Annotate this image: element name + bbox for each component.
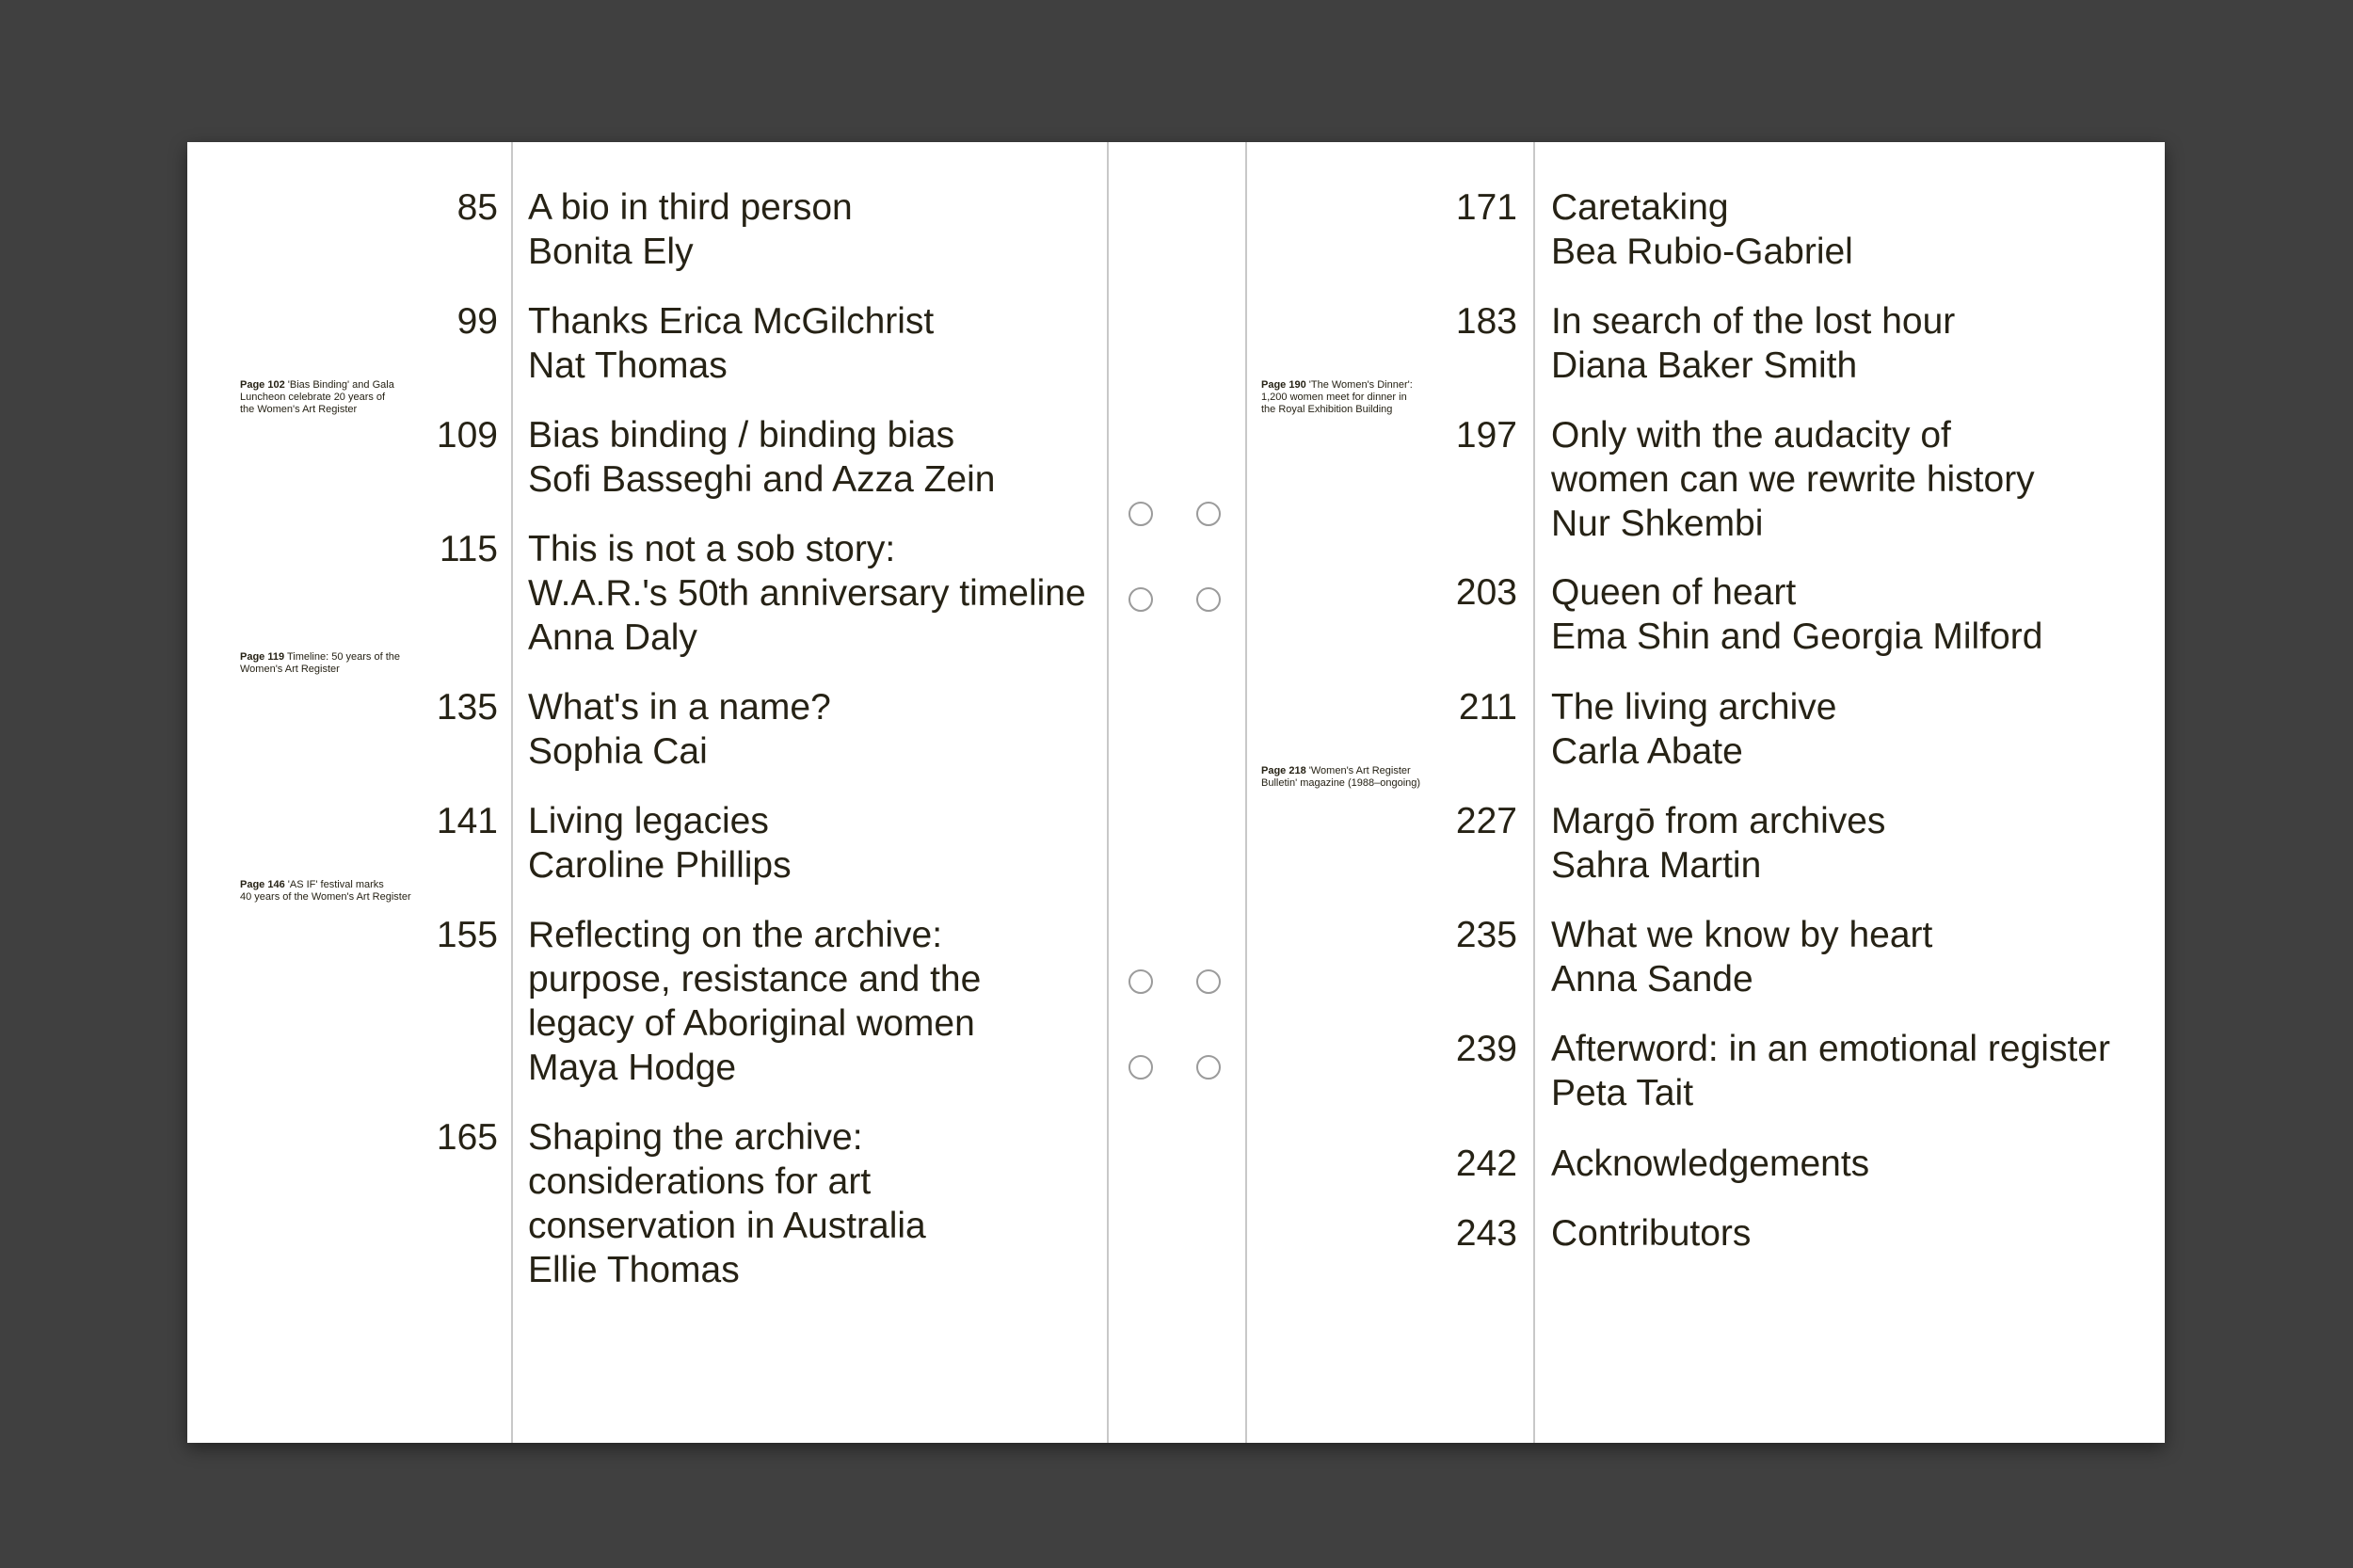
binding-hole: [1196, 502, 1221, 526]
page-number: 165: [436, 1117, 498, 1158]
page-number: 171: [1455, 187, 1517, 228]
entry-author: Anna Sande: [1551, 959, 1753, 1000]
entry-author: Sophia Cai: [528, 731, 708, 772]
note-page-ref: Page 218: [1261, 765, 1306, 776]
entry-author: Carla Abate: [1551, 731, 1743, 772]
entry-title: conservation in Australia: [528, 1206, 926, 1246]
entry-title: Acknowledgements: [1551, 1144, 1870, 1184]
entry-title: Thanks Erica McGilchrist: [528, 301, 935, 342]
page-number: 183: [1455, 301, 1517, 342]
note-text: 'AS IF' festival marks: [287, 879, 384, 890]
binding-hole: [1196, 969, 1221, 994]
entry-title: Queen of heart: [1551, 572, 1797, 613]
page-number: 243: [1455, 1213, 1517, 1254]
entry-author: Maya Hodge: [528, 1048, 737, 1088]
image-caption-note: [240, 379, 447, 416]
note-text: Timeline: 50 years of the: [286, 651, 400, 663]
note-text: the Royal Exhibition Building: [1261, 404, 1393, 415]
entry-title: In search of the lost hour: [1551, 301, 1956, 342]
image-caption-note: [1261, 379, 1468, 416]
note-text: 1,200 women meet for dinner in: [1261, 392, 1407, 403]
page-number: 242: [1455, 1144, 1517, 1184]
entry-title: considerations for art: [528, 1161, 872, 1202]
page-number: 239: [1455, 1029, 1517, 1069]
entry-text: [1551, 913, 1932, 1001]
image-caption-note: [240, 651, 447, 676]
entry-author: Diana Baker Smith: [1551, 345, 1858, 386]
entry-title: Margō from archives: [1551, 801, 1886, 841]
image-caption-note: [240, 879, 485, 904]
entry-title: What's in a name?: [528, 687, 831, 728]
entry-author: Ema Shin and Georgia Milford: [1551, 616, 2043, 657]
entry-text: [1551, 185, 1853, 274]
note-text: Women's Art Register: [240, 664, 340, 675]
binding-hole: [1128, 502, 1153, 526]
page-number: 227: [1455, 801, 1517, 841]
note-text: 'The Women's Dinner':: [1308, 379, 1413, 391]
page-number: 141: [436, 801, 498, 841]
entry-title: W.A.R.'s 50th anniversary timeline: [528, 573, 1086, 614]
note-text: Bulletin' magazine (1988–ongoing): [1261, 777, 1421, 789]
note-text: Luncheon celebrate 20 years of: [240, 392, 386, 403]
image-caption-note: [1261, 765, 1468, 790]
note-page-ref: Page 146: [240, 879, 285, 890]
page-number: 99: [456, 301, 498, 342]
entry-text: [1551, 413, 2035, 546]
page-number: 211: [1458, 687, 1517, 728]
note-text: the Women's Art Register: [240, 404, 358, 415]
binding-hole: [1128, 969, 1153, 994]
note-page-ref: Page 102: [240, 379, 285, 391]
entry-author: Anna Daly: [528, 617, 697, 658]
entry-title: Living legacies: [528, 801, 769, 841]
entry-text: [1551, 1027, 2110, 1115]
entry-title: Reflecting on the archive:: [528, 915, 943, 955]
page-number: 85: [456, 187, 498, 228]
page-number: 197: [1455, 415, 1517, 456]
entry-title: purpose, resistance and the: [528, 959, 982, 1000]
note-text: 40 years of the Women's Art Register: [240, 891, 411, 903]
book-spread: [187, 142, 2165, 1443]
entry-title: A bio in third person: [528, 187, 853, 228]
entry-title: Shaping the archive:: [528, 1117, 863, 1158]
entry-author: Ellie Thomas: [528, 1250, 740, 1290]
entry-title: This is not a sob story:: [528, 529, 896, 569]
entry-author: Sofi Basseghi and Azza Zein: [528, 459, 996, 500]
entry-text: [1551, 799, 1885, 888]
entry-text: [1551, 1211, 1751, 1256]
right-column-rule: [1533, 142, 1535, 1443]
entry-text: [1551, 299, 1955, 388]
entry-text: [1551, 570, 2042, 659]
page-number: 203: [1455, 572, 1517, 613]
page-number: 235: [1455, 915, 1517, 955]
entry-title: legacy of Aboriginal women: [528, 1003, 975, 1044]
entry-author: Nat Thomas: [528, 345, 728, 386]
note-page-ref: Page 119: [240, 651, 285, 663]
note-text: 'Bias Binding' and Gala: [287, 379, 394, 391]
entry-author: Sahra Martin: [1551, 845, 1762, 886]
page-number: 109: [436, 415, 498, 456]
entry-title: The living archive: [1551, 687, 1837, 728]
entry-author: Bonita Ely: [528, 232, 694, 272]
entry-title: What we know by heart: [1551, 915, 1933, 955]
entry-author: Caroline Phillips: [528, 845, 792, 886]
page-number: 115: [439, 529, 498, 569]
entry-title: Only with the audacity of: [1551, 415, 1951, 456]
entry-text: [1551, 1142, 1869, 1186]
page-number: 135: [436, 687, 498, 728]
entry-title: Caretaking: [1551, 187, 1729, 228]
entry-title: women can we rewrite history: [1551, 459, 2035, 500]
entry-text: [1551, 685, 1836, 774]
entry-author: Peta Tait: [1551, 1073, 1694, 1113]
note-text: 'Women's Art Register: [1308, 765, 1411, 776]
entry-title: Afterword: in an emotional register: [1551, 1029, 2110, 1069]
entry-title: Bias binding / binding bias: [528, 415, 955, 456]
page-number: 155: [436, 915, 498, 955]
entry-title: Contributors: [1551, 1213, 1752, 1254]
note-page-ref: Page 190: [1261, 379, 1306, 391]
entry-author: Nur Shkembi: [1551, 504, 1764, 544]
entry-author: Bea Rubio-Gabriel: [1551, 232, 1853, 272]
